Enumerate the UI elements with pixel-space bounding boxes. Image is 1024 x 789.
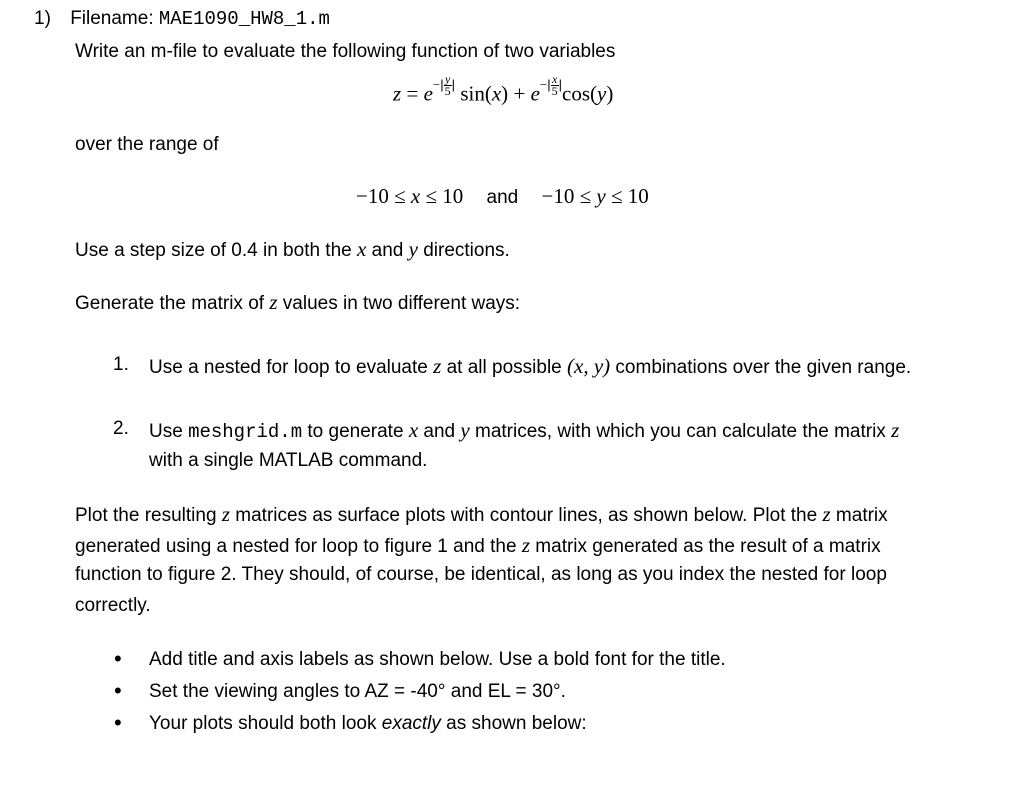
plot-line-2 xyxy=(75,533,881,558)
step-y: y xyxy=(408,237,418,261)
bullet-1-marker: • xyxy=(114,646,122,671)
range-and: and xyxy=(486,187,519,208)
plot-l1z: z xyxy=(221,502,230,526)
eq-e1: e xyxy=(423,81,433,106)
range-x-right: ≤ 10 xyxy=(420,184,464,208)
eq-frac1-num: y xyxy=(444,72,451,86)
plot-l1b: matrices as surface plots with contour lines, as shown below. Plot the xyxy=(230,505,823,526)
way-2-mid2: matrices, with which you can calculate the matrix xyxy=(469,421,892,442)
range-y: y xyxy=(596,184,606,208)
equation: $z = e^{-| \frac{y}{5} |}$ $\sin(x) + e^{-| \frac{x}{5} |}\cos(y)$ xyxy=(393,72,614,106)
way-1-xy: (x, y) xyxy=(567,354,611,378)
bullet-3-pre: Your plots should both look xyxy=(149,713,382,734)
way-2-y: y xyxy=(460,418,470,442)
way-2-text xyxy=(149,418,899,443)
way-1-z: z xyxy=(433,354,442,378)
plot-l2a: generated using a nested for loop to figure 1 and the xyxy=(75,536,522,557)
bullet-3-text xyxy=(149,713,587,735)
way-2-mid: to generate xyxy=(302,421,409,442)
generate-text xyxy=(75,290,520,315)
plot-line-1 xyxy=(75,502,888,527)
way-1-pre: Use a nested for loop to evaluate xyxy=(149,357,434,378)
way-1-post: combinations over the given range. xyxy=(610,357,912,378)
way-2-code: meshgrid.m xyxy=(188,421,303,443)
generate-z: z xyxy=(269,290,278,314)
plot-l1z2: z xyxy=(822,502,831,526)
eq-minus1: − xyxy=(432,76,441,92)
eq-frac2-num: x xyxy=(551,72,558,86)
way-2-and: and xyxy=(418,421,461,442)
range-intro: over the range of xyxy=(75,134,219,155)
plot-l2z: z xyxy=(521,533,531,557)
eq-frac2-den: 5 xyxy=(551,84,558,98)
bullet-3-post: as shown below: xyxy=(440,713,587,734)
way-2-z: z xyxy=(891,418,900,442)
eq-minus2: − xyxy=(539,76,548,92)
step-post: directions. xyxy=(417,240,510,261)
way-2-x: x xyxy=(408,418,419,442)
bullet-3-em: exactly xyxy=(381,713,441,734)
bullet-2-text: Set the viewing angles to AZ = -40° and EL = 30°. xyxy=(149,681,566,702)
way-1-number: 1. xyxy=(113,354,129,375)
eq-e2: e xyxy=(530,81,540,106)
filename-label: Filename: xyxy=(70,8,154,29)
eq-x: x xyxy=(491,81,502,106)
plot-line-4: correctly. xyxy=(75,595,151,616)
problem-header xyxy=(34,8,330,30)
range-y-left: −10 ≤ xyxy=(541,184,597,208)
intro-text: Write an m-file to evaluate the following function of two variables xyxy=(75,41,616,62)
filename: MAE1090_HW8_1.m xyxy=(158,8,330,30)
step-text xyxy=(75,237,510,262)
way-2-pre: Use xyxy=(149,421,189,442)
way-1-text xyxy=(149,354,911,379)
eq-close1: ) xyxy=(501,81,509,106)
eq-close2: ) xyxy=(606,81,614,106)
bullet-1-text: Add title and axis labels as shown below. Use a bold font for the title. xyxy=(149,649,726,670)
eq-plus: + xyxy=(513,81,526,106)
step-and: and xyxy=(366,240,409,261)
way-2-number: 2. xyxy=(113,418,129,439)
generate-post: values in two different ways: xyxy=(277,293,521,314)
eq-frac1-den: 5 xyxy=(444,84,451,98)
eq-cos: cos( xyxy=(562,81,598,106)
way-1-mid: at all possible xyxy=(441,357,568,378)
plot-l1a: Plot the resulting xyxy=(75,505,222,526)
eq-z: z xyxy=(393,81,402,106)
range-x: x xyxy=(410,184,421,208)
way-2-line2: with a single MATLAB command. xyxy=(149,450,428,471)
step-x: x xyxy=(357,237,367,261)
range-line xyxy=(356,184,649,209)
plot-line-3: function to figure 2. They should, of course, be identical, as long as you index the nested for loop xyxy=(75,564,887,585)
plot-l2b: matrix generated as the result of a matrix xyxy=(530,536,881,557)
step-pre: Use a step size of 0.4 in both the xyxy=(75,240,358,261)
problem-number: 1) xyxy=(34,8,51,29)
eq-equals: = xyxy=(406,81,419,106)
range-y-right: ≤ 10 xyxy=(605,184,649,208)
bullet-2-marker: • xyxy=(114,678,122,703)
eq-y: y xyxy=(597,81,607,106)
eq-sin: sin( xyxy=(460,81,492,106)
bullet-3-marker: • xyxy=(114,710,122,735)
plot-l1c: matrix xyxy=(830,505,888,526)
generate-pre: Generate the matrix of xyxy=(75,293,270,314)
range-x-left: −10 ≤ xyxy=(356,184,411,208)
